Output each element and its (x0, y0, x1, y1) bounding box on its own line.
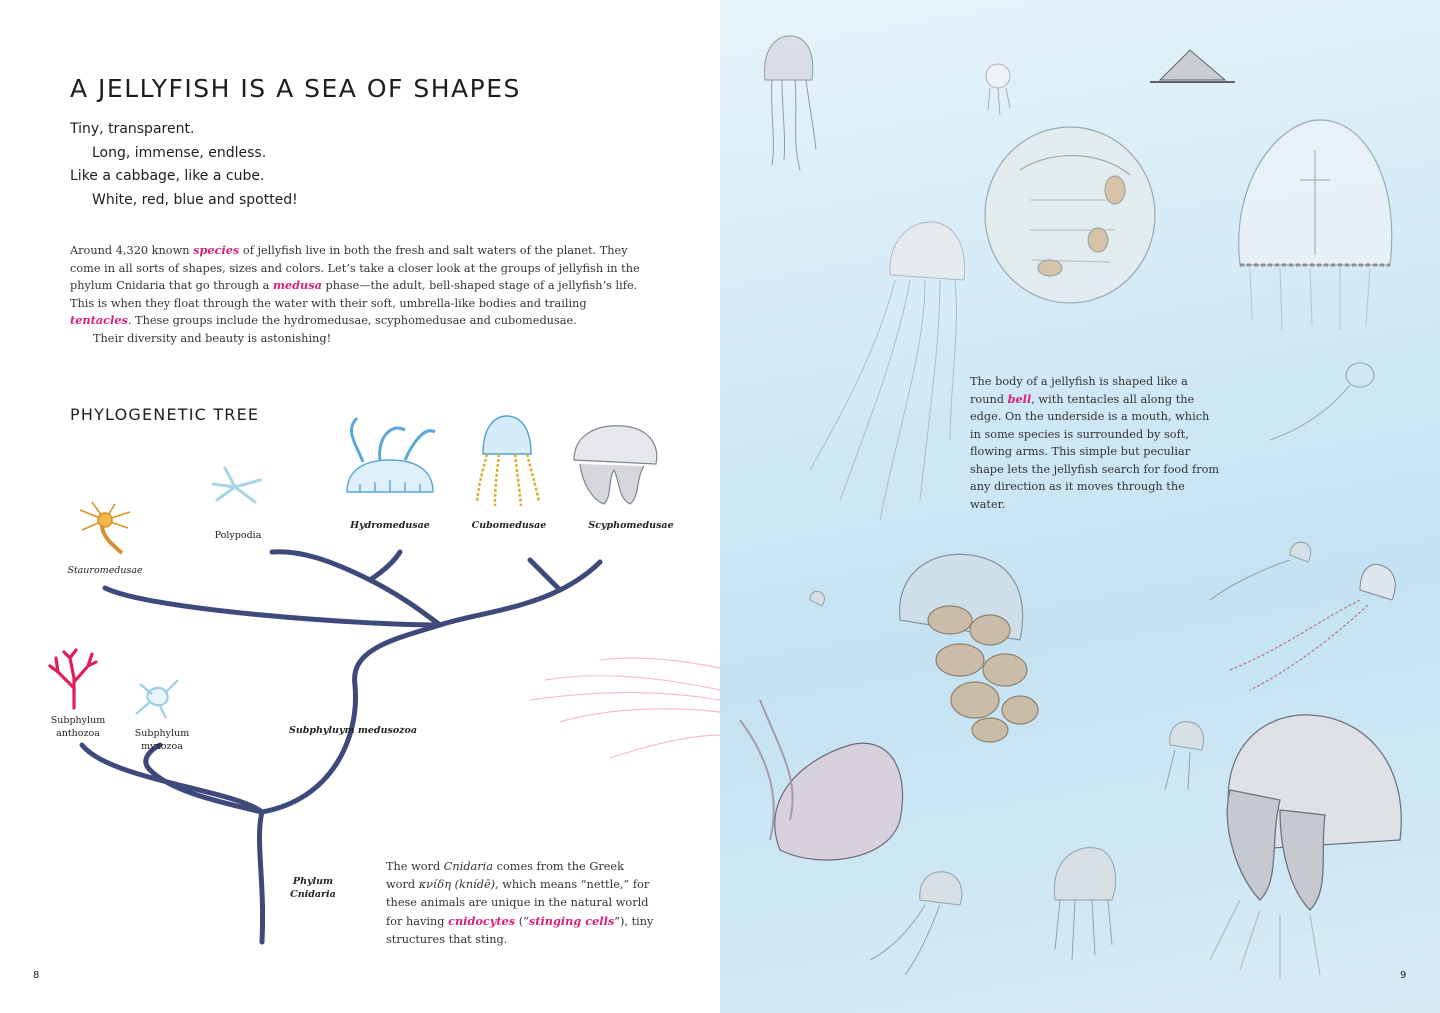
page-title: A JELLYFISH IS A SEA OF SHAPES (70, 74, 521, 103)
keyword-tentacles: tentacles (70, 313, 128, 327)
jellyfish-illustration (1150, 50, 1235, 82)
greek-word: κνίδη (knídē) (418, 878, 496, 891)
text-run: of jellyfish live in both the fresh and salt waters of the planet. They come in all sorts of shapes, sizes and colors. Let’s take a closer look at the groups of jellyfish in the phylum Cnidaria that go through a (70, 244, 640, 292)
poem-line: White, red, blue and spotted! (92, 191, 298, 208)
jellyfish-illustration (740, 700, 903, 860)
right-page (720, 0, 1440, 1013)
label-line: myxozoa (141, 741, 183, 752)
jellyfish-illustration (1210, 715, 1401, 980)
keyword-cnidocytes: cnidocytes (448, 914, 516, 928)
term-cnidaria: Cnidaria (443, 860, 494, 873)
tree-label-cubomedusae: Cubomedusae (471, 520, 547, 531)
jellyfish-illustration (900, 554, 1038, 742)
text-run: phase—the adult, bell-shaped stage of a jellyfish’s life. This is when they float through the water with their soft, umbrella-like bodies and trailing (70, 279, 638, 310)
intro-paragraph: Their diversity and beauty is astonishing! (93, 331, 332, 345)
cnidaria-note (386, 858, 656, 949)
poem-line: Long, immense, endless. (92, 144, 267, 161)
text-run: ”), tiny structures that sting. (386, 915, 654, 946)
tree-label-medusozoa: Subphyluym medusozoa (288, 725, 418, 736)
label-line: anthozoa (56, 728, 100, 739)
jellyfish-illustration (765, 36, 816, 170)
text-run: (“ (515, 915, 529, 928)
label-line: Subphylum (50, 715, 106, 726)
text-run: comes from the Greek word (386, 860, 624, 891)
page-number-left: 8 (33, 970, 40, 981)
text-run: The body of a jellyfish is shaped like a round (970, 375, 1188, 406)
keyword-species: species (193, 243, 240, 257)
tree-label-stauromedusae: Stauromedusae (67, 565, 143, 576)
jellyfish-illustration (810, 222, 965, 520)
jellyfish-illustration (985, 127, 1155, 303)
bell-note (970, 373, 1220, 513)
poem-line: Like a cabbage, like a cube. (70, 168, 265, 184)
poem-line: Tiny, transparent. (70, 121, 195, 137)
tree-heading: PHYLOGENETIC TREE (70, 405, 260, 424)
tree-label-hydromedusae: Hydromedusae (350, 520, 430, 531)
text-run: . These groups include the hydromedusae, scyphomedusae and cubomedusae. (127, 314, 577, 327)
text-run: , which means “nettle,” for these animals are unique in the natural world for having (386, 878, 650, 928)
label-line: Cnidaria (290, 889, 336, 900)
label-line: Subphylum (134, 728, 190, 739)
text-run: , with tentacles all along the edge. On the underside is a mouth, which in some species is surrounded by soft, flowing arms. This simple but peculiar shape lets the jellyfish search for food from any direction as it moves through the water. (970, 392, 1220, 511)
page-number-right: 9 (1400, 970, 1407, 981)
jellyfish-illustration (986, 64, 1010, 115)
tree-label-scyphomedusae: Scyphomedusae (588, 520, 674, 531)
keyword-bell: bell (1007, 391, 1032, 406)
jellyfish-illustration (1239, 120, 1392, 330)
jellyfish-illustration (1230, 564, 1395, 690)
text-run: The word (386, 860, 444, 873)
text-run: Around 4,320 known (70, 244, 194, 257)
tree-label-polypodia: Polypodia (214, 530, 262, 541)
keyword-stinging-cells: stinging cells (528, 914, 615, 928)
label-line: Phylum (292, 876, 334, 887)
keyword-medusa: medusa (272, 278, 322, 292)
